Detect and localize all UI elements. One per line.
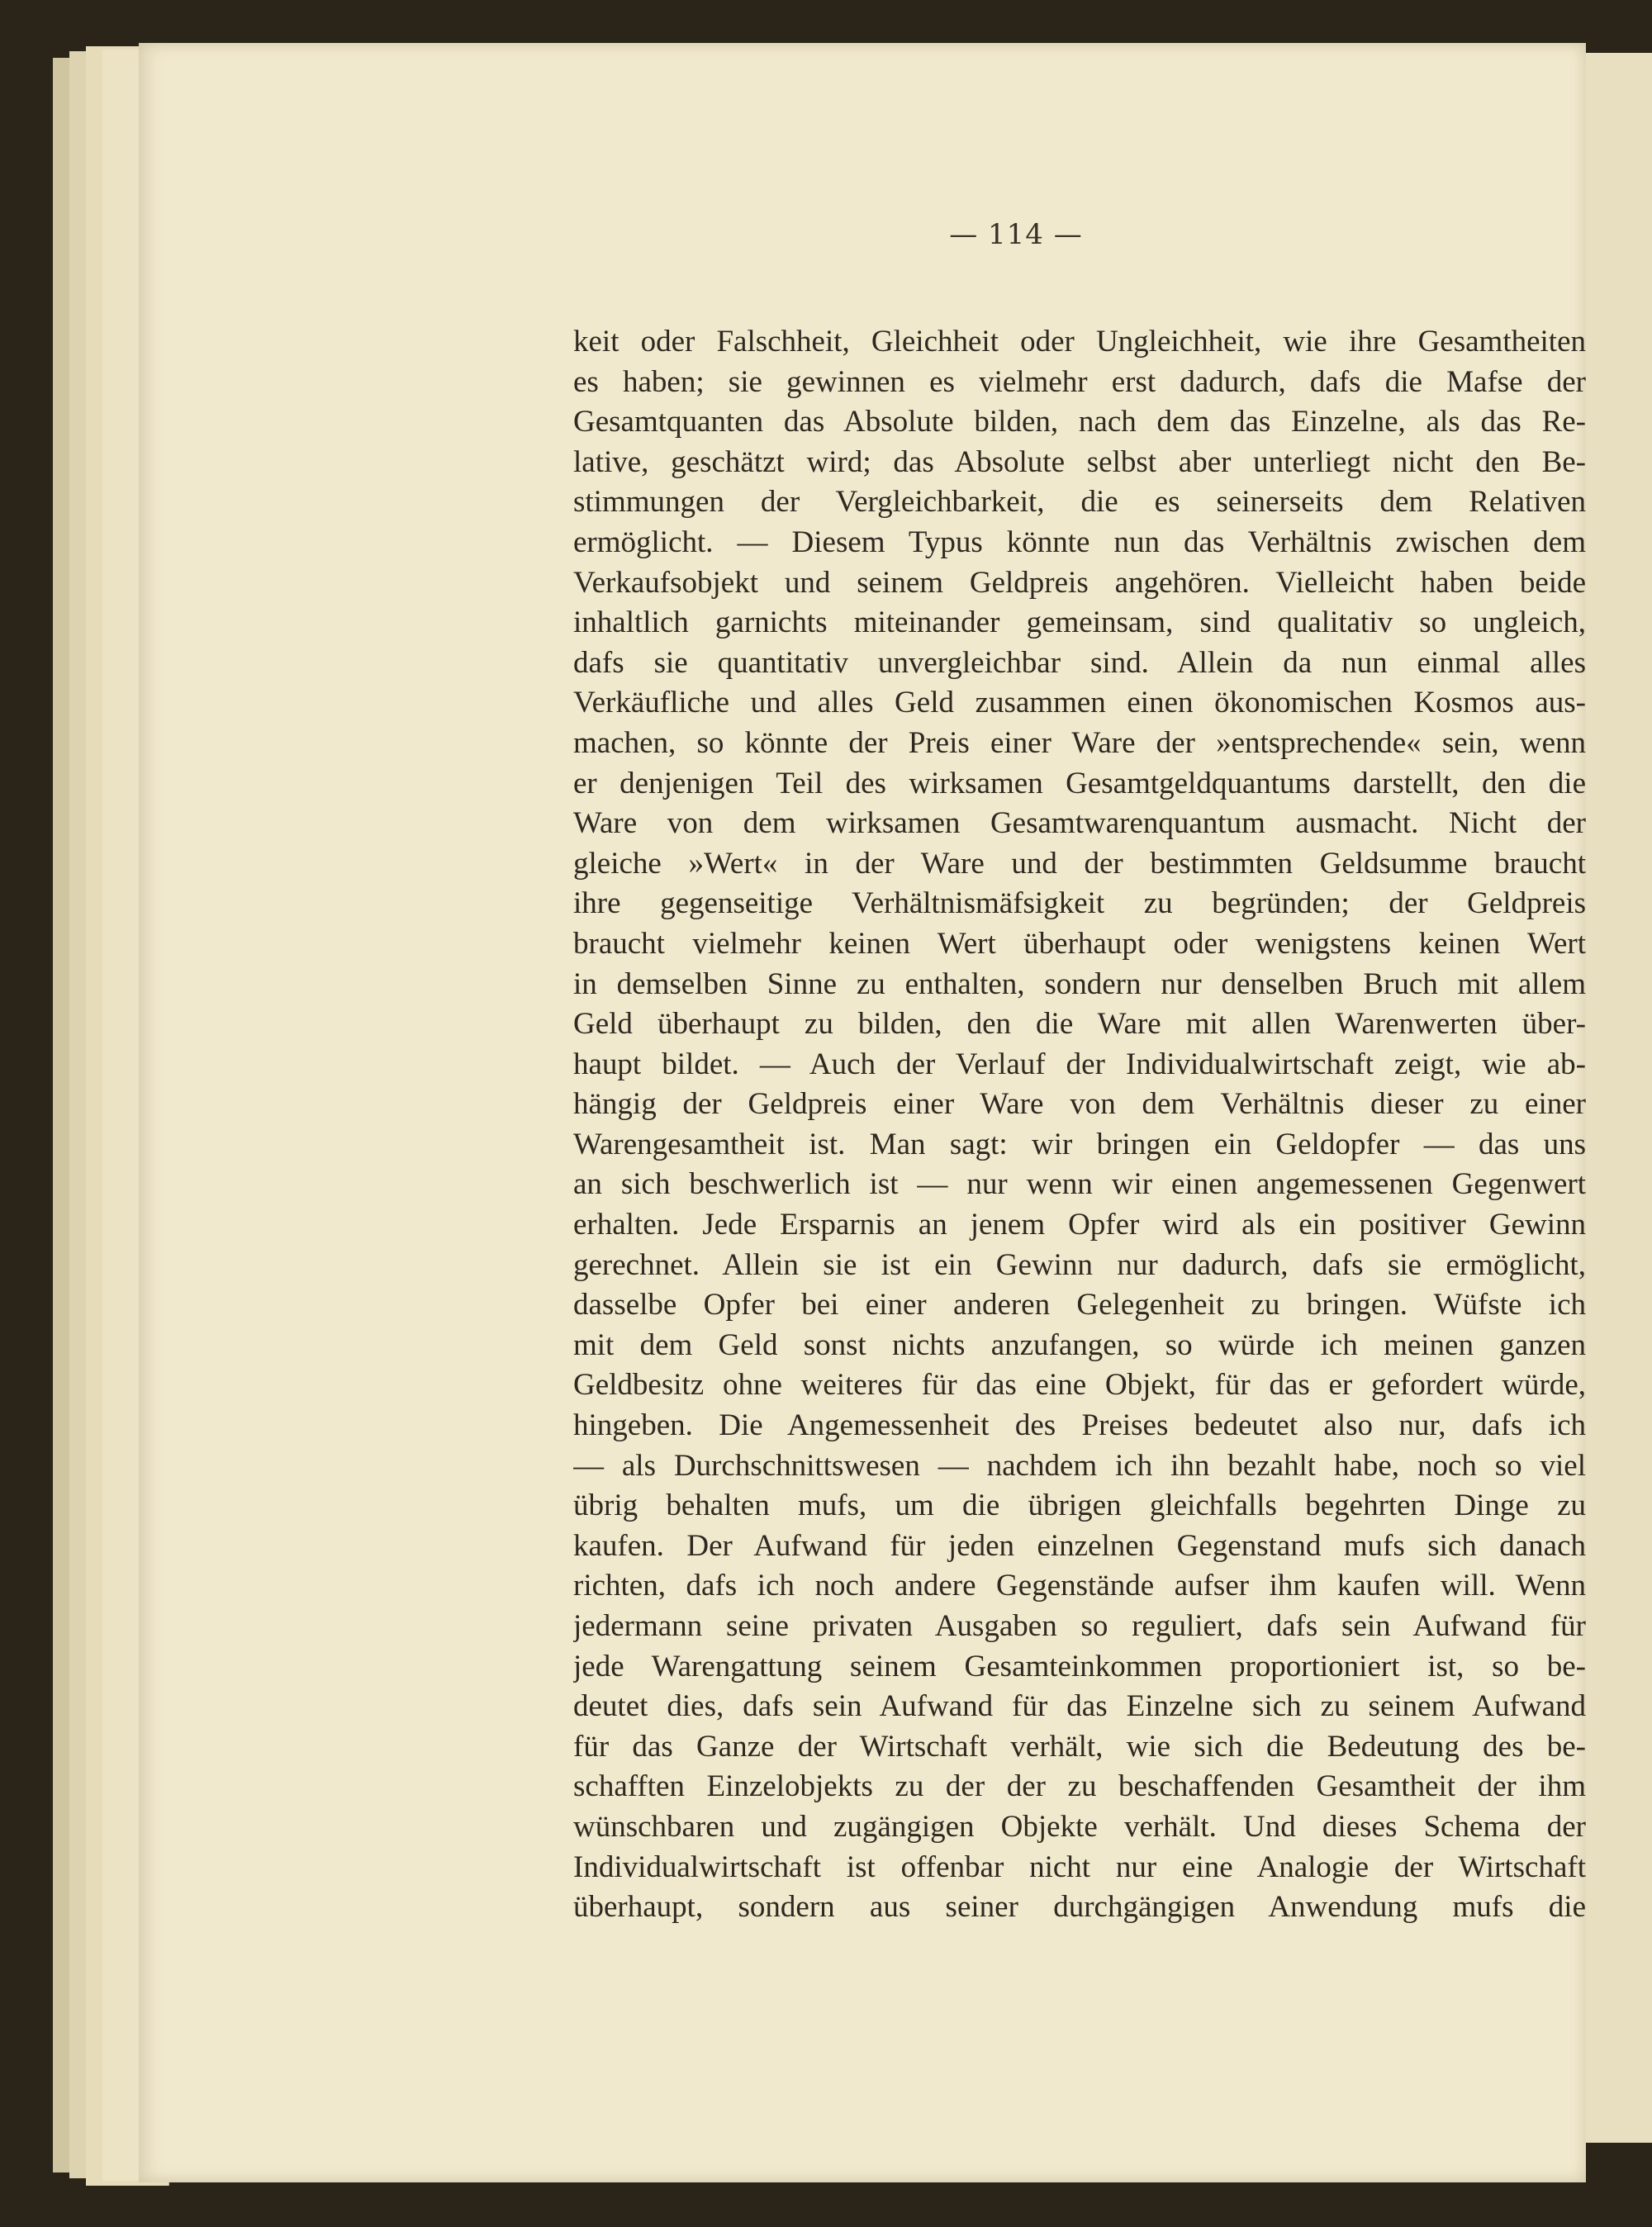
text-line: er denjenigen Teil des wirksamen Gesamtgeldquantums darstellt, den die [573,766,1586,800]
text-line: Geld überhaupt zu bilden, den die Ware mit allen Warenwerten über- [573,1007,1586,1042]
text-line: überhaupt, sondern aus seiner durchgängigen Anwendung mufs die [573,1890,1586,1925]
text-line: dafs sie quantitativ unvergleichbar sind. Allein da nun einmal alles [573,645,1586,680]
text-line: in demselben Sinne zu enthalten, sondern nur denselben Bruch mit allem [573,966,1586,1001]
book-page [139,43,1586,2182]
page-number: — 114 — [949,218,1083,251]
text-line: jedermann seine privaten Ausgaben so reguliert, dafs sein Aufwand für [573,1609,1586,1643]
text-line: Geldbesitz ohne weiteres für das eine Objekt, für das er gefordert würde, [573,1368,1586,1403]
text-line: braucht vielmehr keinen Wert überhaupt oder wenigstens keinen Wert [573,926,1586,961]
text-line: hängig der Geldpreis einer Ware von dem Verhältnis dieser zu einer [573,1087,1586,1122]
text-line: übrig behalten mufs, um die übrigen gleichfalls begehrten Dinge zu [573,1489,1586,1523]
text-line: inhaltlich garnichts miteinander gemeinsam, sind qualitativ so ungleich, [573,605,1586,640]
text-line: ermöglicht. — Diesem Typus könnte nun das Verhältnis zwischen dem [573,525,1586,559]
text-line: machen, so könnte der Preis einer Ware der »entsprechende« sein, wenn [573,725,1586,760]
text-line: Ware von dem wirksamen Gesamtwarenquantum ausmacht. Nicht der [573,806,1586,841]
text-line: deutet dies, dafs sein Aufwand für das Einzelne sich zu seinem Aufwand [573,1689,1586,1724]
text-line: ihre gegenseitige Verhältnismäfsigkeit zu begründen; der Geldpreis [573,886,1586,921]
text-line: schafften Einzelobjekts zu der der zu beschaffenden Gesamtheit der ihm [573,1769,1586,1804]
text-line: Warengesamtheit ist. Man sagt: wir bringen ein Geldopfer — das uns [573,1127,1586,1161]
text-line: mit dem Geld sonst nichts anzufangen, so würde ich meinen ganzen [573,1327,1586,1362]
text-line: erhalten. Jede Ersparnis an jenem Opfer wird als ein positiver Gewinn [573,1208,1586,1242]
text-line: an sich beschwerlich ist — nur wenn wir einen angemessenen Gegenwert [573,1167,1586,1202]
text-line: gleiche »Wert« in der Ware und der bestimmten Geldsumme braucht [573,846,1586,881]
text-line: haupt bildet. — Auch der Verlauf der Individualwirtschaft zeigt, wie ab- [573,1047,1586,1081]
text-line: keit oder Falschheit, Gleichheit oder Ungleichheit, wie ihre Gesamtheiten [573,325,1586,359]
text-line: es haben; sie gewinnen es vielmehr erst dadurch, dafs die Mafse der [573,364,1586,399]
body-text [573,322,1586,1928]
text-line: für das Ganze der Wirtschaft verhält, wie sich die Bedeutung des be- [573,1729,1586,1764]
text-line: richten, dafs ich noch andere Gegenstände aufser ihm kaufen will. Wenn [573,1569,1586,1603]
text-line: — als Durchschnittswesen — nachdem ich ihn bezahlt habe, noch so viel [573,1448,1586,1483]
text-line: Individualwirtschaft ist offenbar nicht nur eine Analogie der Wirtschaft [573,1850,1586,1884]
text-line: Verkaufsobjekt und seinem Geldpreis angehören. Vielleicht haben beide [573,565,1586,600]
text-line: dasselbe Opfer bei einer anderen Gelegenheit zu bringen. Wüfste ich [573,1288,1586,1322]
text-line: jede Warengattung seinem Gesamteinkommen proportioniert ist, so be- [573,1649,1586,1683]
text-line: hingeben. Die Angemessenheit des Preises bedeutet also nur, dafs ich [573,1408,1586,1443]
text-line: wünschbaren und zugängigen Objekte verhält. Und dieses Schema der [573,1809,1586,1844]
text-line: kaufen. Der Aufwand für jeden einzelnen Gegenstand mufs sich danach [573,1528,1586,1563]
text-line: lative, geschätzt wird; das Absolute selbst aber unterliegt nicht den Be- [573,444,1586,479]
text-line: Gesamtquanten das Absolute bilden, nach dem das Einzelne, als das Re- [573,405,1586,439]
text-line: stimmungen der Vergleichbarkeit, die es seinerseits dem Relativen [573,485,1586,520]
text-line: gerechnet. Allein sie ist ein Gewinn nur dadurch, dafs sie ermöglicht, [573,1247,1586,1282]
text-line: Verkäufliche und alles Geld zusammen einen ökonomischen Kosmos aus- [573,686,1586,720]
